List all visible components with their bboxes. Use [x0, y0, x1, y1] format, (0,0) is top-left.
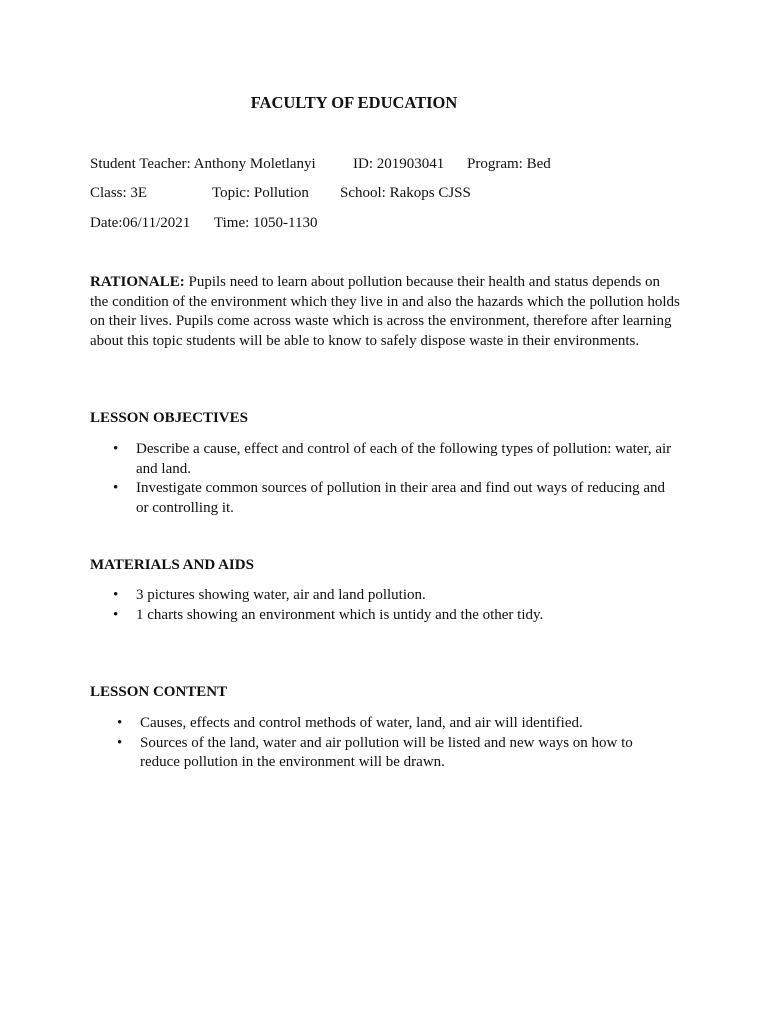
- bullet-icon: •: [113, 480, 119, 496]
- content-text: Causes, effects and control methods of water, land, and air will identified.: [140, 715, 583, 731]
- date-field: Date:06/11/2021: [90, 215, 191, 231]
- program-field: Program: Bed: [467, 156, 551, 172]
- objective-text: Describe a cause, effect and control of each of the following types of pollution: water, air and land.: [136, 441, 672, 477]
- list-item: [113, 586, 681, 606]
- student-id-field: ID: 201903041: [353, 156, 445, 172]
- student-teacher-field: Student Teacher: Anthony Moletlanyi: [90, 156, 316, 172]
- materials-list: [113, 586, 681, 625]
- list-item: [117, 734, 660, 773]
- document-title: FACULTY OF EDUCATION: [250, 93, 458, 112]
- material-text: 3 pictures showing water, air and land pollution.: [136, 587, 426, 603]
- class-field: Class: 3E: [90, 185, 148, 201]
- objective-text: Investigate common sources of pollution in their area and find out ways of reducing and or controlling it.: [136, 480, 666, 516]
- objectives-list: [113, 440, 681, 518]
- bullet-icon: •: [117, 734, 123, 751]
- bullet-icon: •: [113, 606, 119, 623]
- list-item: [117, 714, 660, 734]
- content-text: Sources of the land, water and air pollution will be listed and new ways on how to reduce pollution in the environment will be drawn.: [140, 734, 633, 770]
- list-item: [113, 440, 681, 479]
- bullet-icon: •: [113, 441, 119, 457]
- content-heading: LESSON CONTENT: [90, 684, 228, 700]
- time-field: Time: 1050-1130: [214, 215, 318, 231]
- rationale-paragraph: [90, 273, 680, 351]
- materials-heading: MATERIALS AND AIDS: [90, 557, 254, 573]
- material-text: 1 charts showing an environment which is untidy and the other tidy.: [136, 606, 544, 623]
- bullet-icon: •: [117, 715, 123, 731]
- list-item: [113, 606, 681, 626]
- bullet-icon: •: [113, 587, 119, 603]
- rationale-label: RATIONALE:: [90, 274, 185, 290]
- rationale-text: Pupils need to learn about pollution because their health and status depends on the condition of the environment which they live in and also the hazards which the pollution holds on their lives. Pupils come across waste which is across the environment, therefore after learning about this topic students will be able to know to safely dispose waste in their environments.: [90, 274, 680, 349]
- list-item: [113, 479, 681, 518]
- objectives-heading: LESSON OBJECTIVES: [90, 410, 248, 426]
- content-list: [117, 714, 660, 773]
- topic-field: Topic: Pollution: [212, 185, 309, 201]
- school-field: School: Rakops CJSS: [340, 185, 471, 201]
